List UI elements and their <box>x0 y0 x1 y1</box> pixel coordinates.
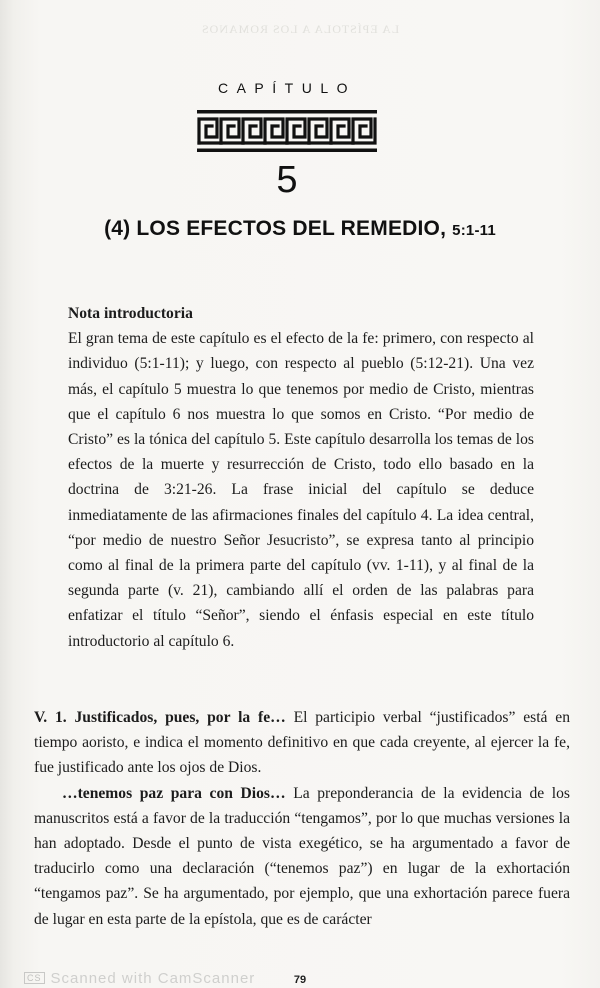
paragraph-text: La preponderancia de la evidencia de los manuscritos está a favor de la traducción “tengamos”, por lo que muchas versiones la han adoptado. Desde el punto de vista exegético, se ha argumentado a favor de traducirlo como una declaración (“tenemos paz”) en lugar de la exhortación “tengamos paz”. Se ha argumentado, por ejemplo, que una exhortación parece fuera de lugar en esta parte de la epístola, que es de carácter <box>34 784 570 928</box>
verse-lead: V. 1. Justificados, pues, por la fe… <box>34 709 286 726</box>
section-title-text: (4) LOS EFECTOS DEL REMEDIO, <box>104 217 447 240</box>
watermark-text: Scanned with CamScanner <box>50 970 256 987</box>
section-reference: 5:1-11 <box>452 222 496 239</box>
intro-heading: Nota introductoria <box>68 305 193 322</box>
chapter-number: 5 <box>276 159 298 201</box>
bleed-through-text: LA EPÍSTOLA A LOS ROMANOS <box>200 22 400 36</box>
commentary-paragraph <box>34 705 570 781</box>
camscanner-logo-icon: CS <box>24 972 45 984</box>
page-number: 79 <box>293 974 307 986</box>
introductory-note <box>68 301 534 654</box>
chapter-label: CAPÍTULO <box>217 80 356 96</box>
greek-key-ornament-icon <box>197 110 377 152</box>
paragraph-text: El participio verbal “justificados” está en tiempo aoristo, e indica el momento definitivo en que cada creyente, al ejercer la fe, fue justificado ante los ojos de Dios. <box>34 709 570 777</box>
scanner-watermark <box>24 970 255 987</box>
intro-text: El gran tema de este capítulo es el efecto de la fe: primero, con respecto al individuo (5:1-11); y luego, con respecto al pueblo (5:12-21). Una vez más, el capítulo 5 muestra lo que tenemos por medio de Cristo, mientras que el capítulo 6 nos muestra lo que somos en Cristo. “Por medio de Cristo” es la tónica del capítulo 5. Este capítulo desarrolla los temas de los efectos de la muerte y resurrección de Cristo, todo ello basado en la doctrina de 3:21-26. La frase inicial del capítulo se deduce inmediatamente de las afirmaciones finales del capítulo 4. La idea central, “por medio de nuestro Señor Jesucristo”, se expresa tanto al principio como al final de la primera parte del capítulo (vv. 1-11), y al final de la segunda parte (v. 21), cambiando allí el orden de las palabras para enfatizar el título “Señor”, siendo el énfasis especial en este título introductorio al capítulo 6. <box>68 330 534 650</box>
commentary-paragraph <box>34 781 570 932</box>
verse-lead: …tenemos paz para con Dios… <box>62 784 286 802</box>
section-title <box>60 217 540 241</box>
commentary-body <box>34 705 570 932</box>
